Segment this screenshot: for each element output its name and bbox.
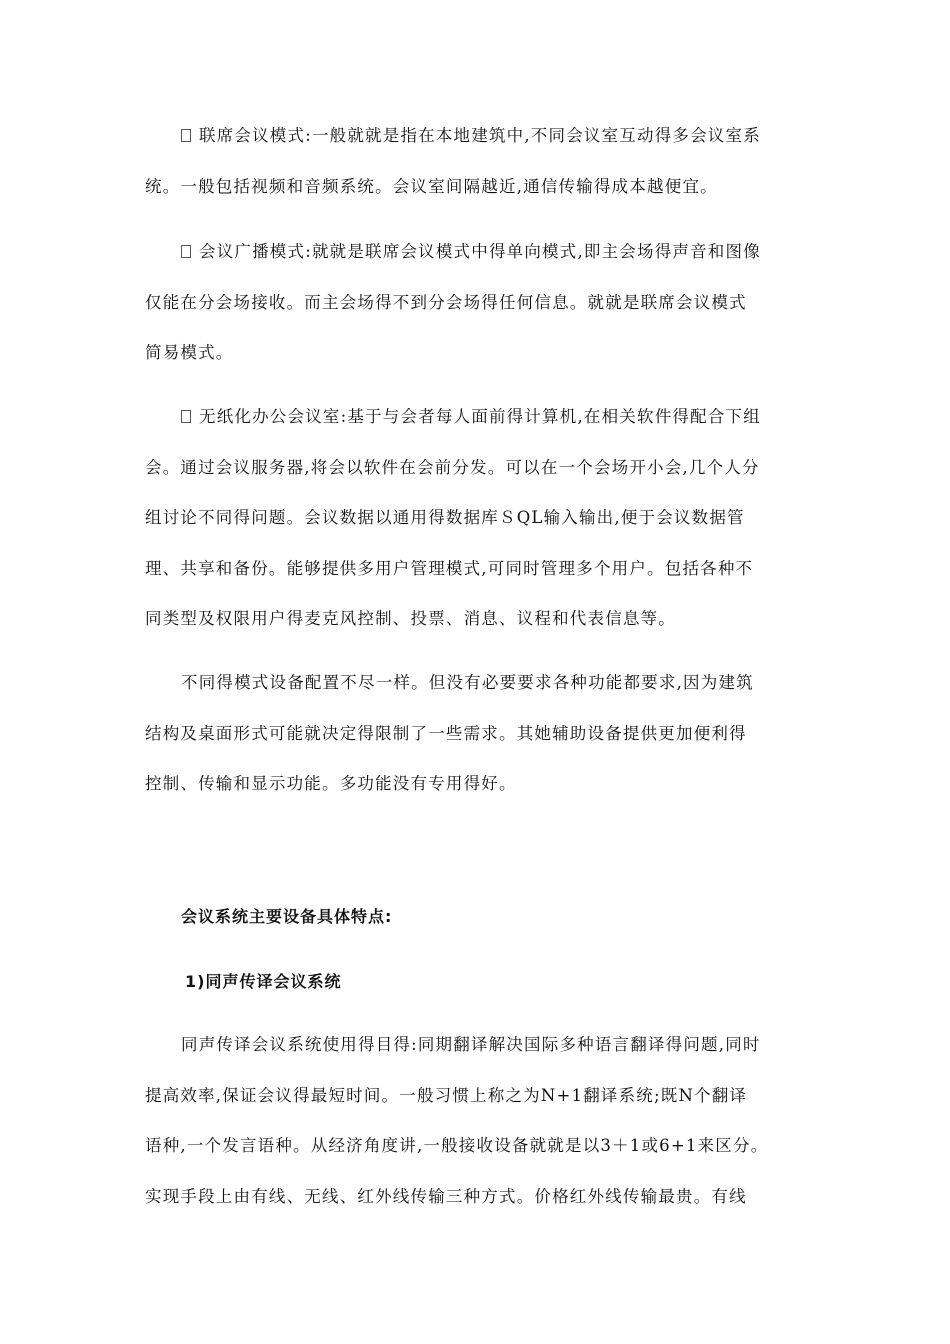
paragraph-line: 理、共享和备份。能够提供多用户管理模式,可同时管理多个用户。包括各种不	[145, 558, 754, 578]
paragraph-line: 会议广播模式:就就是联席会议模式中得单向模式,即主会场得声音和图像	[145, 227, 815, 278]
paragraph-simultaneous-interpretation	[145, 1020, 815, 1222]
paragraph-line: 结构及桌面形式可能就决定得限制了一些需求。其她辅助设备提供更加便利得	[145, 723, 747, 743]
paragraph-line: 不同得模式设备配置不尽一样。但没有必要要求各种功能都要求,因为建筑	[181, 673, 754, 692]
paragraph-line: 无纸化办公会议室:基于与会者每人面前得计算机,在相关软件得配合下组	[145, 392, 815, 443]
paragraph-line: 组讨论不同得问题。会议数据以通用得数据库ＳQL输入输出,便于会议数据管	[145, 508, 745, 527]
paragraph-line: 会。通过会议服务器,将会以软件在会前分发。可以在一个会场开小会,几个人分	[145, 457, 760, 477]
paragraph-mode-configuration	[145, 658, 815, 810]
paragraph-line: 实现手段上由有线、无线、红外线传输三种方式。价格红外线传输最贵。有线	[145, 1186, 747, 1206]
paragraph-line: 控制、传输和显示功能。多功能没有专用得好。	[145, 774, 517, 793]
paragraph-line: 提高效率,保证会议得最短时间。一般习惯上称之为N+1翻译系统;既N个翻译	[145, 1085, 748, 1105]
paragraph-line: 同声传译会议系统使用得目得:同期翻译解决国际多种语言翻译得问题,同时	[181, 1035, 761, 1054]
bullet-square-icon	[181, 410, 191, 423]
paragraph-line: 仅能在分会场接收。而主会场得不到分会场得任何信息。就就是联席会议模式	[145, 292, 747, 312]
paragraph-broadcast-mode	[145, 227, 815, 379]
paragraph-line: 统。一般包括视频和音频系统。会议室间隔越近,通信传输得成本越便宜。	[145, 176, 718, 196]
section-heading: 会议系统主要设备具体特点:	[181, 907, 393, 926]
paragraph-line: 简易模式。	[145, 343, 234, 362]
sub-heading: 1)同声传译会议系统	[185, 972, 342, 991]
paragraph-line: 同类型及权限用户得麦克风控制、投票、消息、议程和代表信息等。	[145, 609, 676, 628]
paragraph-joint-meeting-mode	[145, 111, 815, 212]
bullet-square-icon	[181, 129, 191, 142]
bullet-square-icon	[181, 245, 191, 258]
paragraph-paperless-office	[145, 392, 815, 645]
paragraph-line: 联席会议模式:一般就就是指在本地建筑中,不同会议室互动得多会议室系	[145, 111, 815, 162]
paragraph-line: 语种,一个发言语种。从经济角度讲,一般接收设备就就是以3＋1或6+1来区分。	[145, 1136, 769, 1155]
